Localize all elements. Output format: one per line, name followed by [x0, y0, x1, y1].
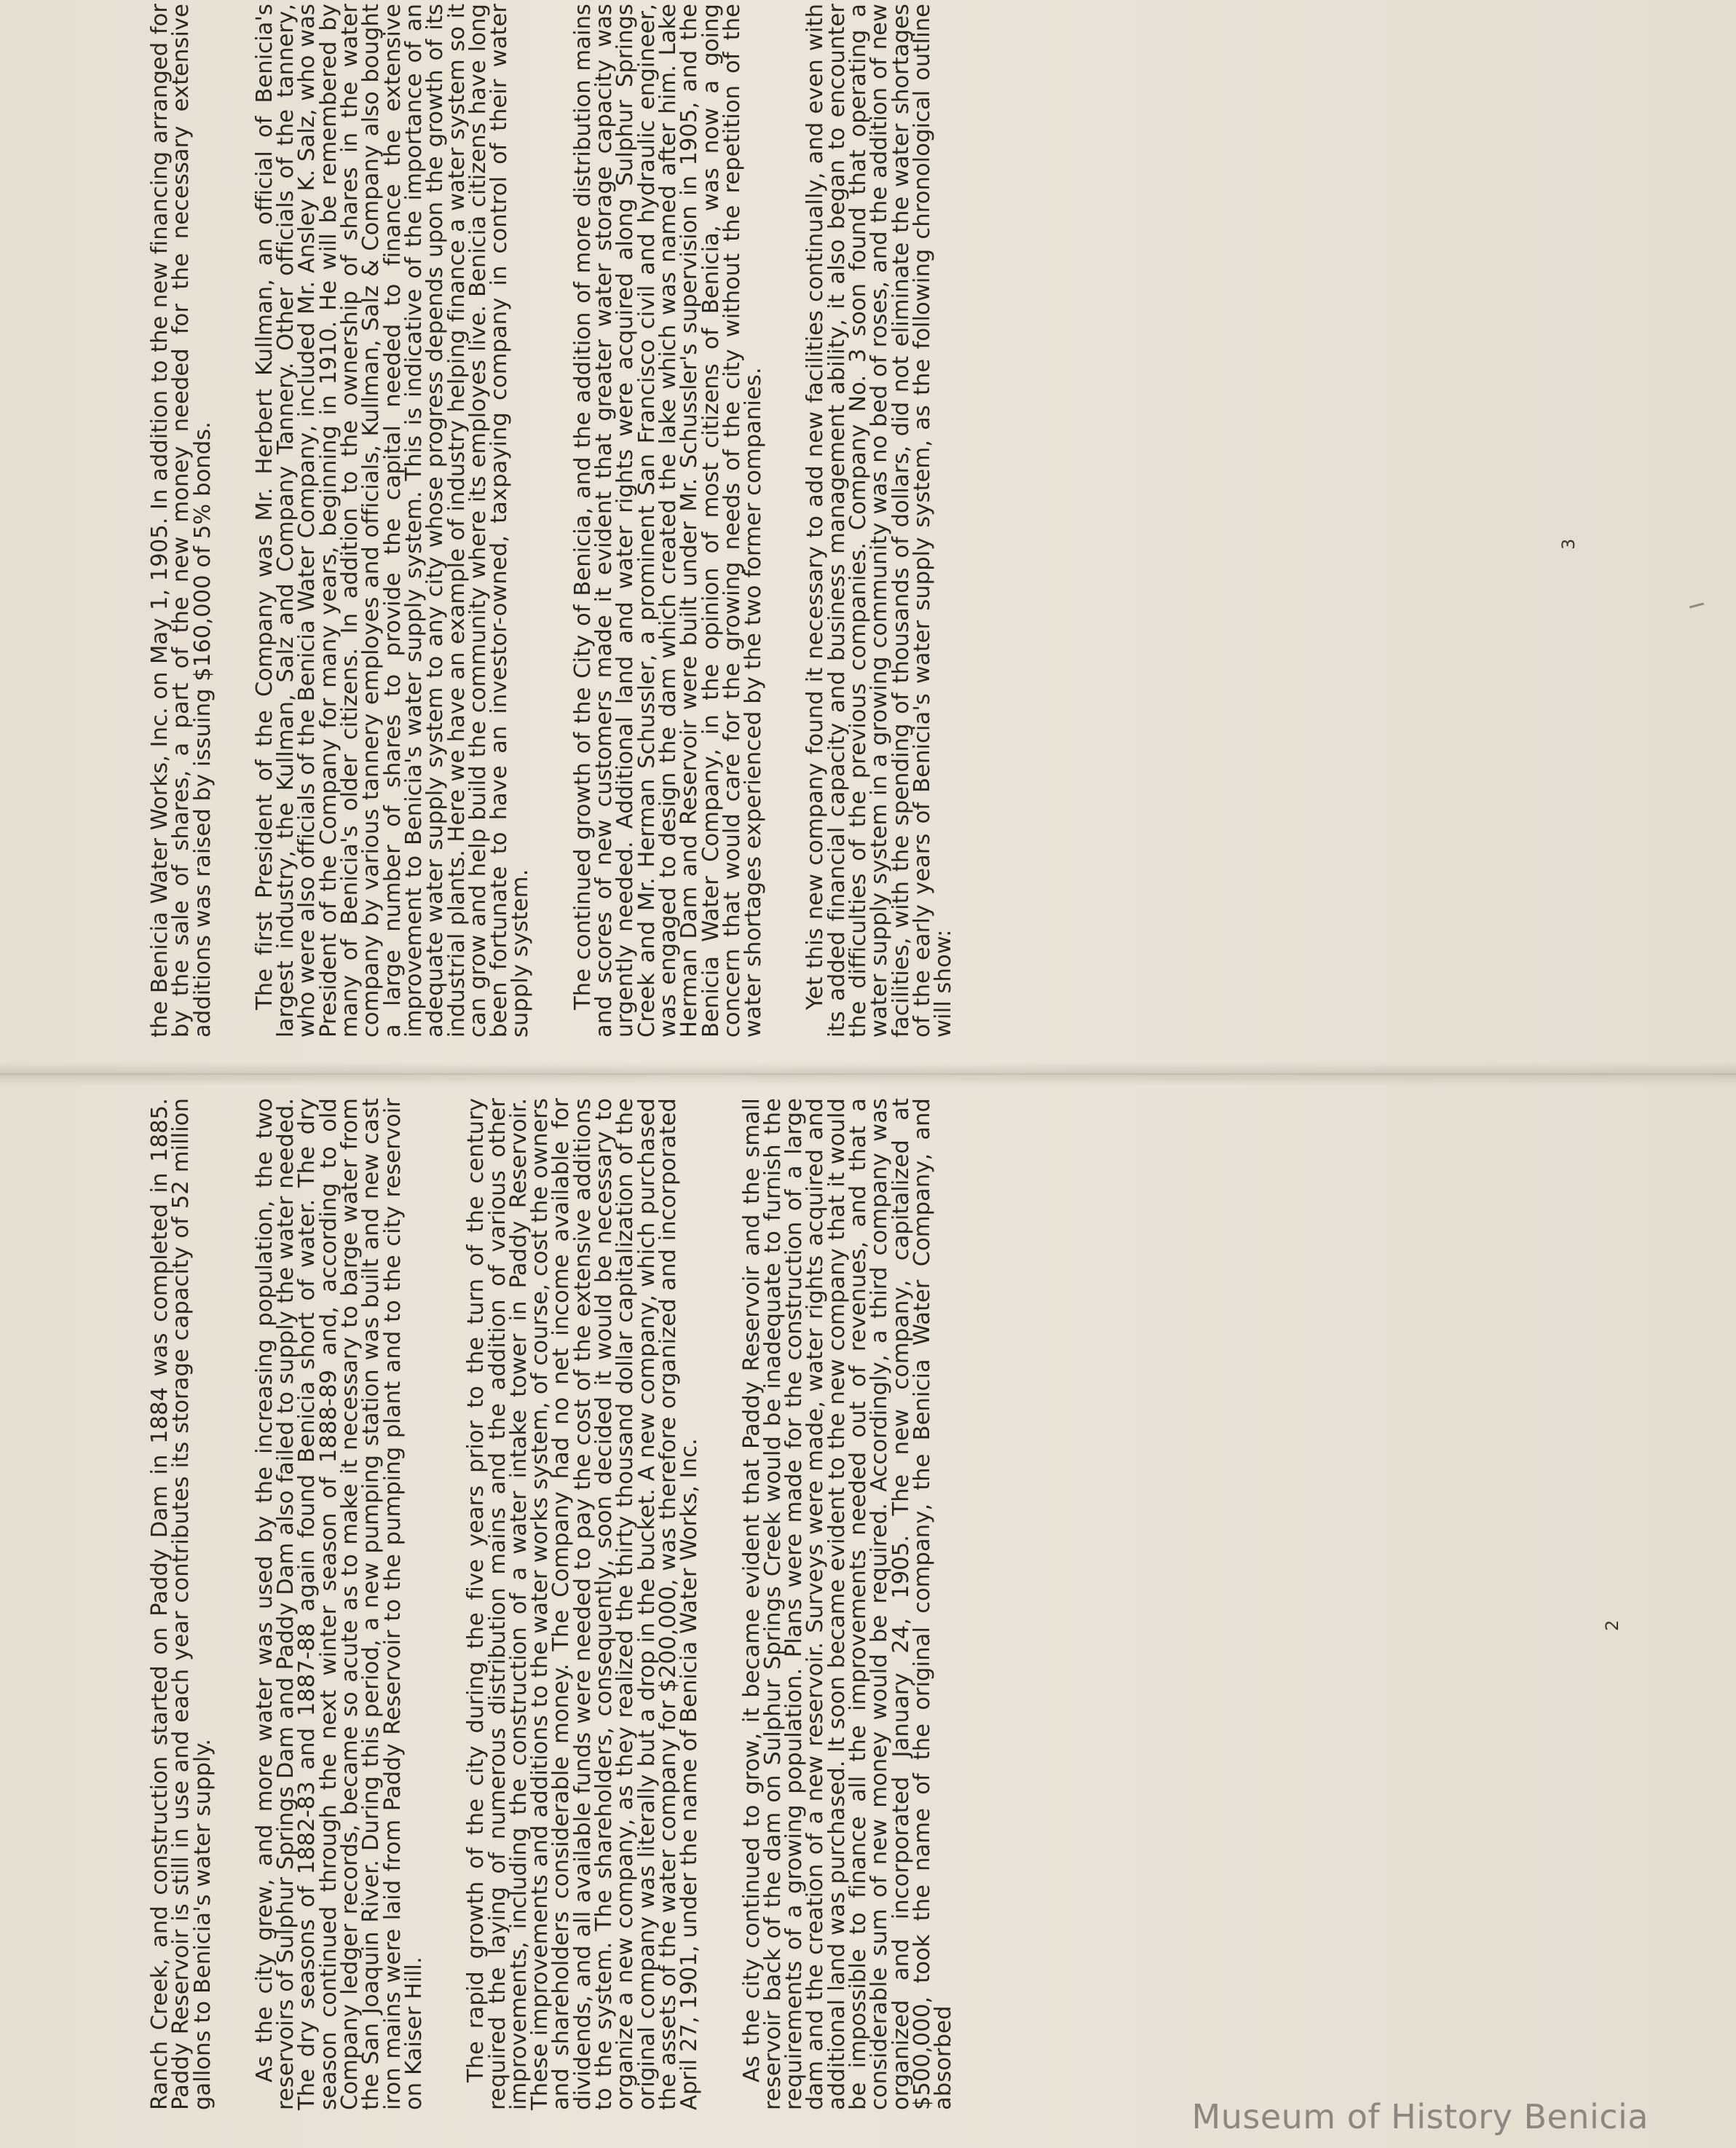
paragraph: As the city continued to grow, it became evident that Paddy Reservoir and the small reservoir back of the dam on Sulphur Springs Creek would be inadequate to furnish the requirements of a growing population. Plans were made for the construction of a large dam and the creation of a new reservoir. Surveys were made, water rights acquired and additional land was purchased. It soon became evident to the new company that it would be impossible to finance all the improvements needed out of revenues, and that a considerable sum of new money would be required. Accordingly, a third company was organized and incorporated January 24, 1905. The new company, capitalized at $500,000, took the name of the original company, the Benicia Water Company, and absorbed	[738, 1098, 957, 2110]
page-number: 3	[1558, 538, 1579, 550]
page-2-text	[149, 1098, 995, 2110]
paragraph: As the city grew, and more water was used by the increasing population, the two reservoirs of Sulphur Springs Dam and Paddy Dam also failed to supply the water needed. The dry seasons of 1882-83 and 1887-88 again found Benicia short of water. The dry season continued through the next winter season of 1888-89 and, according to old Company ledger records, became so acute as to make it necessary to barge water from the San Joaquin River. During this period, a new pumping station was built and new cast iron mains were laid from Paddy Reservoir to the pumping plant and to the city reservoir on Kaiser Hill.	[251, 1098, 427, 2110]
museum-watermark: Museum of History Benicia	[1191, 2097, 1649, 2136]
page-2	[0, 1074, 1736, 2148]
paragraph: The rapid growth of the city during the five years prior to the turn of the century required the laying of numerous distribution mains and the addition of various other improvements, including the construction of a water intake tower in Paddy Reservoir. These improvements and additions to the water works system, of course, cost the owners and shareholders considerable money. The Company had no net income available for dividends, and all available funds were needed to pay the cost of the extensive additions to the system. The shareholders, consequently, soon decided it would be necessary to organize a new company, as they realized the thirty thousand dollar capitalization of the original company was literally but a drop in the bucket. A new company, which purchased the assets of the water company for $200,000, was therefore organized and incorporated April 27, 1901, under the name of Benicia Water Works, Inc.	[463, 1098, 703, 2110]
page-3-text	[149, 4, 995, 1038]
paragraph: the Benicia Water Works, Inc. on May 1, 1905. In addition to the new financing arranged for by the sale of shares, a part of the new money needed for the necessary extensive additions was raised by issuing $160,000 of 5% bonds.	[147, 4, 216, 1038]
paragraph: The first President of the Company was Mr. Herbert Kullman, an official of Benicia's largest industry, the Kullman, Salz and Company Tannery. Other officials of the tannery, who were also officials of the Benicia Water Company, included Mr. Ansley K. Salz, who was President of the Company for many years, beginning in 1910. He will be remembered by many of Benicia's older citizens. In addition to the ownership of shares in the water company by various tannery employes and officials, Kullman, Salz & Company also bought a large number of shares to provide the capital needed to finance the extensive improvement to Benicia's water supply system. This is indicative of the importance of an adequate water supply system to any city whose progress depends upon the growth of its industrial plants. Here we have an example of industry helping finance a water system so it can grow and help build the community where its employes live. Benicia citizens have long been fortunate to have an investor-owned, taxpaying company in control of their water supply system.	[251, 4, 534, 1038]
page-number: 2	[1602, 1619, 1622, 1631]
paragraph: Ranch Creek, and construction started on Paddy Dam in 1884 was completed in 1885. Paddy Reservoir is still in use and each year contributes its storage capacity of 52 million gallons to Benicia's water supply.	[147, 1098, 216, 2110]
paragraph: The continued growth of the City of Benicia, and the addition of more distribution mains and scores of new customers made it evident that greater water storage capacity was urgently needed. Additional land and water rights were acquired along Sulphur Springs Creek and Mr. Herman Schussler, a prominent San Francisco civil and hydraulic engineer, was engaged to design the dam which created the lake which was named after him. Lake Herman Dam and Reservoir were built under Mr. Schussler's supervision in 1905, and the Benicia Water Company, in the opinion of most citizens of Benicia, was now a going concern that would care for the growing needs of the city without the repetition of the water shortages experienced by the two former companies.	[569, 4, 767, 1038]
paragraph: Yet this new company found it necessary to add new facilities continually, and even with its added financial capacity and business management ability, it also began to encounter the difficulties of the previous companies. Company No. 3 soon found that operating a water supply system in a growing community was no bed of roses, and the addition of new facilities, with the spending of thousands of dollars, did not eliminate the water shortages of the early years of Benicia's water supply system, as the following chronological outline will show:	[802, 4, 957, 1038]
